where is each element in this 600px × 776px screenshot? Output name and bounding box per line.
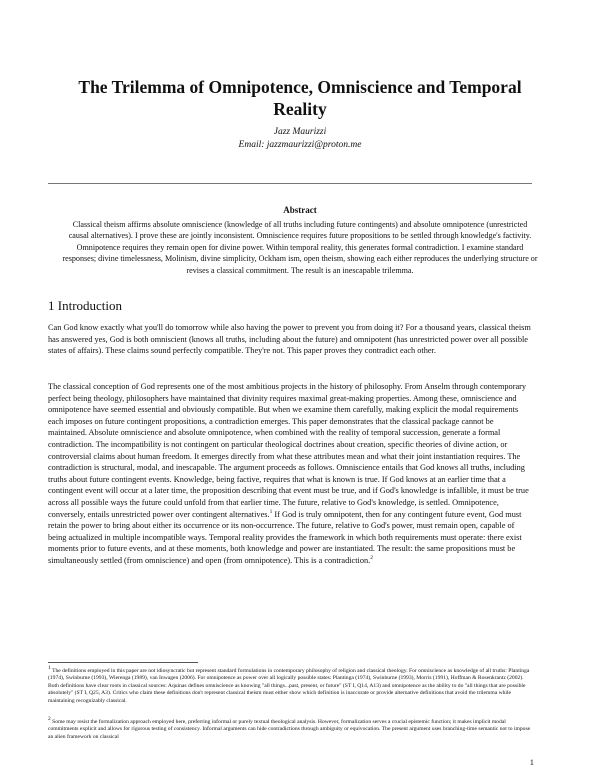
footnote-1-text: The definitions employed in this paper are not idiosyncratic but represent standard formulations in contemporary philosophy of religion and classical theology. For omniscience as knowledge of all truths: Plantinga (1974), Swinburne (1993), Wierenga (1989), van Inwagen (2006). For omnipotence as power over all logically possible states: Plantinga (1974), Swinburne (1993), Morris (1991), Hoffman & Rosenkrantz (2002). Both definitions have clear roots in classical sources: Aquinas defines omniscience as knowing "all things...past, present, or future" (ST I, Q14, A13) and omnipotence as the ability to do "all things that are possible absolutely" (ST I, Q25, A3). Critics who claim these definitions don't represent classical theism must either show which definition is inaccurate or provide alternative definitions that avoid the trilemma while maintaining recognizably classical. (48, 668, 530, 704)
abstract-text: Classical theism affirms absolute omniscience (knowledge of all truths including future contingents) and absolute omnipotence (unrestricted causal alternatives). I prove these are jointly inconsistent. Omniscience requires future propositions to be settled through knowledge's factivity. Omnipotence requires they remain open for divine power. Within temporal reality, this generates formal contradiction. I examine standard responses; divine timelessness, Molinism, divine simplicity, Ockham ism, open theism, showing each either reproduces the underlying structure or revises a classical commitment. The result is an inescapable trilemma. (62, 220, 538, 275)
author-name: Jazz Maurizzi (273, 127, 327, 137)
intro-paragraph-2 (48, 381, 534, 567)
footnote-1-mark: 1 (48, 665, 51, 672)
intro-paragraph-1: Can God know exactly what you'll do tomorrow while also having the power to prevent you from doing it? For a thousand years, classical theism has answered yes, God is both omniscient (knows all truths, including about the future) and omnipotent (has unrestricted power over all possible states of affairs). These claims sound perfectly compatible. They're not. This paper proves they contradict each other. (48, 323, 531, 356)
footnote-ref-2[interactable]: 2 (370, 555, 373, 562)
footnote-divider (48, 662, 198, 663)
title-divider (48, 183, 532, 184)
paper-title: The Trilemma of Omnipotence, Omniscience and Temporal Reality (78, 77, 522, 119)
paragraph-2-part-a: The classical conception of God represents one of the most ambitious projects in the history of philosophy. From Anselm through contemporary perfect being theology, philosophers have maintained that divinity requires maximal great-making properties. Among these, omniscience and omnipotence have seemed essential and obviously compatible. But when we examine them carefully, making explicit the modal requirements each imposes on future contingent propositions, a contradiction emerges. This paper demonstrates that the classical package cannot be maintained. Absolute omniscience and absolute omnipotence, when combined with the reality of temporal succession, generate a formal contradiction. The incompatibility is not contingent on particular theological doctrines about creation, specific theories of divine action, or controversial claims about human freedom. It emerges directly from what these attributes mean and what their joint instantiation requires. The contradiction is structural, modal, and inescapable. The argument proceeds as follows. Omniscience entails that God knows all truths, including truths about future contingent events. Knowledge, being factive, requires that what is known is true. If God knows at an earlier time that a contingent event will occur at a later time, the proposition describing that event must be true, and if God's knowledge is infallible, it must be true across all possible ways the future could unfold from that earlier time. The future, relative to God's knowledge, is settled. Omnipotence, conversely, entails unrestricted power over contingent alternatives. (48, 382, 529, 519)
section-heading-introduction: 1 Introduction (48, 298, 123, 313)
author-email: Email: jazzmaurizzi@proton.me (238, 140, 362, 150)
footnote-2-mark: 2 (48, 716, 51, 723)
footnote-ref-1[interactable]: 1 (269, 508, 273, 515)
footnote-2 (48, 716, 534, 741)
abstract-heading: Abstract (283, 205, 317, 215)
footnote-2-text: Some may resist the formalization approach employed here, preferring informal or purely textual theological analysis. However, formalization serves a crucial epistemic function; it makes implicit modal commitments explicit and allows for rigorous testing of consistency. Informal arguments can hide contradictions through ambiguity or equivocation. The present argument uses branching-time semantic not to impose an alien framework on classical (48, 719, 531, 740)
paragraph-2-part-b: If God is truly omnipotent, then for any contingent future event, God must retain the power to bring about either its occurrence or its non-occurrence. The future, relative to God's power, must remain open, capable of being actualized in multiple incompatible ways. Temporal reality provides the framework in which both requirements must operate: there exist moments prior to future events, and at these moments, both knowledge and power are instantiated. The result: the same propositions must be simultaneously settled (from omniscience) and open (from omnipotence). This is a contradiction. (48, 509, 522, 565)
page-number: 1 (529, 757, 534, 767)
footnote-1 (48, 665, 534, 705)
